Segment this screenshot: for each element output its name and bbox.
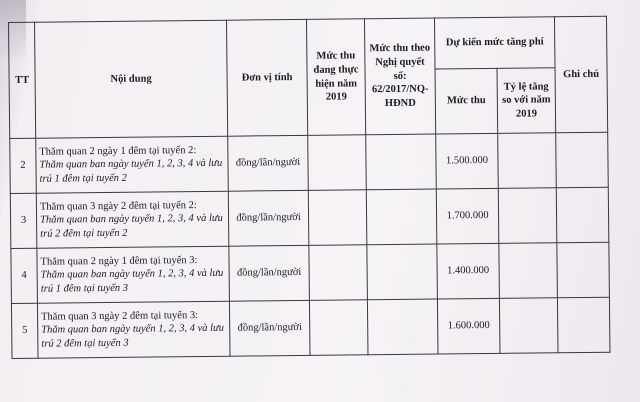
- row-price: 1.700.000: [436, 188, 499, 244]
- row-ratio: [499, 243, 558, 299]
- row-resolution-fee: [367, 244, 438, 300]
- row-detail: Thăm quan ban ngày tuyến 1, 2, 3, 4 và lưu trú 1 đêm tại tuyến 2: [39, 157, 223, 185]
- table-row: [10, 132, 609, 193]
- row-content: [36, 191, 229, 248]
- header-muc-thu: Mức thu: [435, 68, 498, 134]
- header-ty-le-tang: Tỷ lệ tăng so với năm 2019: [497, 68, 556, 134]
- row-title: Thăm quan 3 ngày 2 đêm tại tuyến 3:: [41, 309, 199, 323]
- header-don-vi-tinh: Đơn vị tính: [226, 19, 307, 136]
- row-ratio: [498, 133, 557, 189]
- row-number: 3: [10, 193, 37, 248]
- row-title: Thăm quan 2 ngày 1 đêm tại tuyến 2:: [39, 144, 197, 158]
- row-content: [36, 136, 229, 193]
- row-resolution-fee: [367, 299, 438, 355]
- row-note: [556, 187, 609, 243]
- row-current-fee: [308, 190, 367, 246]
- row-number: 2: [10, 138, 37, 193]
- row-price: 1.400.000: [437, 243, 500, 299]
- table-row: [10, 187, 609, 248]
- header-ghi-chu: Ghi chú: [554, 16, 607, 133]
- header-muc-thu-theo-nghi-quyet: Mức thu theo Nghị quyết số: 62/2017/NQ-HĐND: [364, 18, 435, 135]
- row-note: [556, 132, 609, 188]
- row-price: 1.600.000: [437, 298, 500, 354]
- header-noi-dung: Nội dung: [35, 20, 228, 138]
- row-unit: đồng/lần/người: [229, 300, 310, 356]
- row-detail: Thăm quan ban ngày tuyến 1, 2, 3, 4 và lưu trú 2 đêm tại tuyến 2: [40, 212, 223, 240]
- row-title: Thăm quan 3 ngày 2 đêm tại tuyến 2:: [39, 199, 197, 213]
- row-current-fee: [309, 300, 368, 356]
- table-row: [11, 242, 610, 303]
- table-row: [11, 297, 610, 358]
- row-resolution-fee: [366, 189, 437, 245]
- header-muc-thu-dang-thuc-hien: Mức thu đang thực hiện năm 2019: [306, 19, 365, 136]
- row-current-fee: [309, 245, 368, 301]
- row-price: 1.500.000: [436, 133, 499, 189]
- row-note: [557, 242, 610, 298]
- row-unit: đồng/lần/người: [228, 135, 309, 191]
- row-resolution-fee: [366, 134, 437, 190]
- row-unit: đồng/lần/người: [229, 245, 310, 301]
- row-ratio: [498, 188, 557, 244]
- row-content: [37, 246, 230, 303]
- row-title: Thăm quan 2 ngày 1 đêm tại tuyến 3:: [40, 254, 198, 268]
- row-ratio: [499, 298, 558, 354]
- row-content: [37, 301, 230, 358]
- row-note: [557, 297, 610, 353]
- fee-table: [8, 16, 610, 359]
- row-unit: đồng/lần/người: [228, 190, 309, 246]
- row-number: 4: [11, 248, 38, 303]
- header-tt: TT: [9, 22, 36, 138]
- row-detail: Thăm quan ban ngày tuyến 1, 2, 3, 4 và lưu trú 1 đêm tại tuyến 3: [40, 267, 224, 295]
- row-current-fee: [308, 135, 367, 191]
- row-number: 5: [11, 303, 38, 358]
- header-du-kien-muc-tang-phi: Dự kiến mức tăng phí: [434, 17, 555, 69]
- row-detail: Thăm quan ban ngày tuyến 1, 2, 3, 4 và lưu trú 2 đêm tại tuyến 3: [41, 322, 225, 350]
